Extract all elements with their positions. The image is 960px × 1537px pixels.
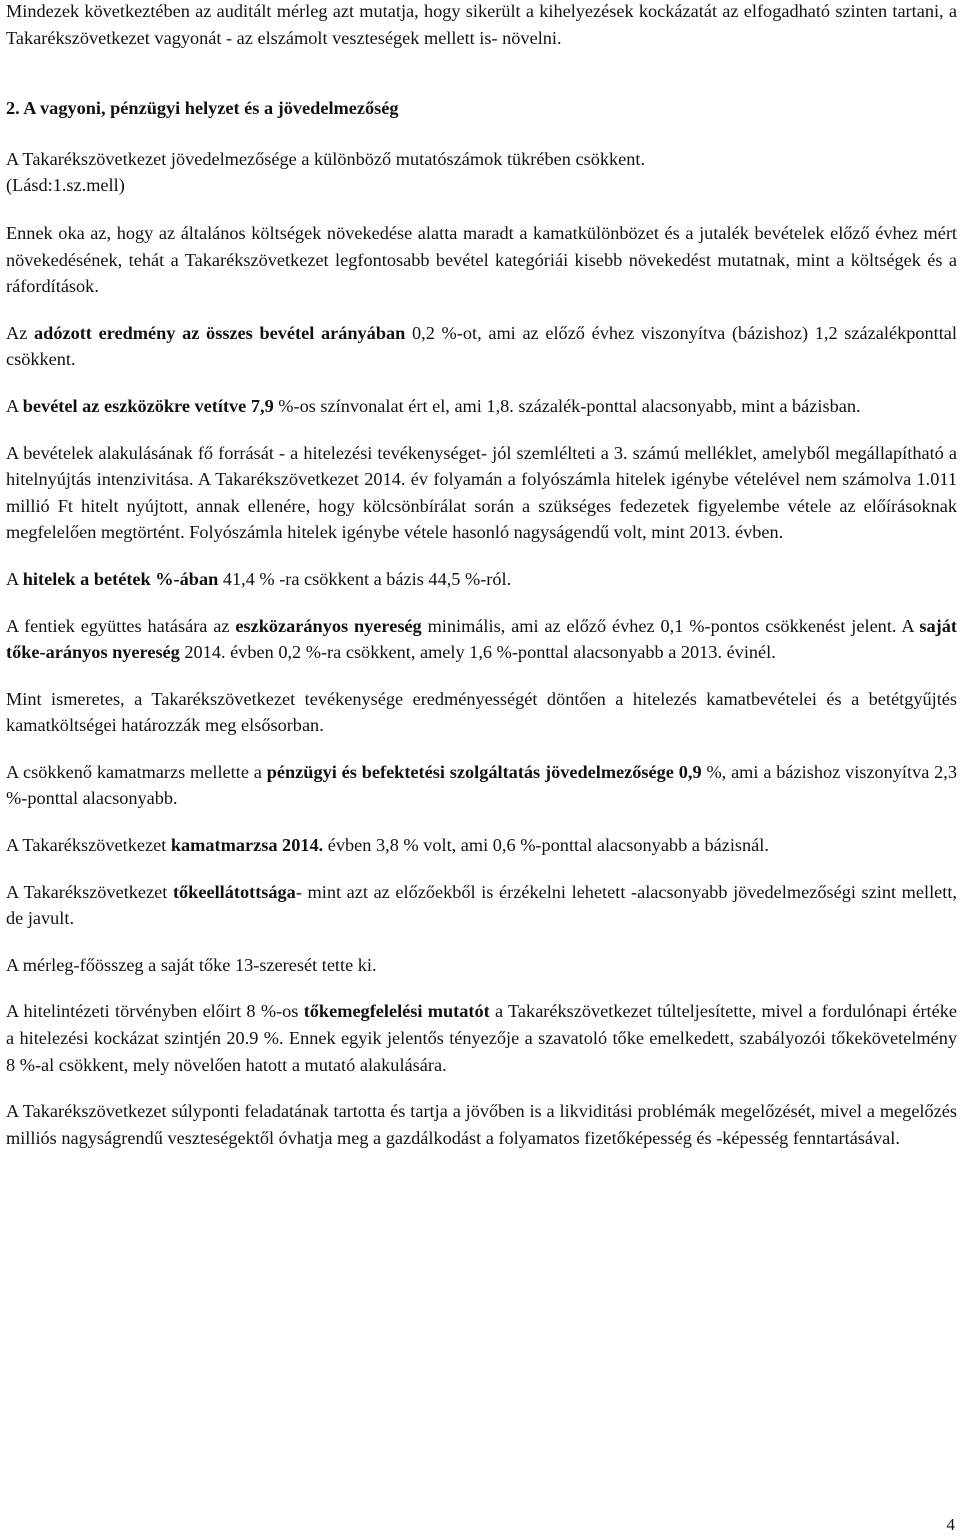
liquidity-paragraph: A Takarékszövetkezet súlyponti feladatának tartotta és tartja a jövőben is a likviditási problémák megelőzését, mivel a megelőzés milliós nagyságrendű veszteségektől óvhatja meg a gazdálkodást a folyamatos fizetőképesség és -képesség fenntartásával. xyxy=(6,1101,957,1148)
text-run: A csökkenő kamatmarzs mellette a xyxy=(6,761,267,782)
emphasis-run: adózott eredmény az összes bevétel arányában xyxy=(34,322,406,343)
emphasis-run: tőkeellátottsága xyxy=(172,881,296,902)
return-ratios-paragraph xyxy=(6,613,957,666)
text-run: - mint azt az előzőekből is érzékelni lehetett -alacsonyabb jövedelmezőségi szint mellett, de javult. xyxy=(6,881,957,929)
text-run: évben 3,8 % volt, ami 0,6 %-ponttal alacsonyabb a bázisnál. xyxy=(323,835,769,856)
after-tax-result-paragraph xyxy=(6,320,957,373)
text-run: 41,4 % -ra csökkent a bázis 44,5 %-ról. xyxy=(218,568,512,589)
emphasis-run: eszközarányos nyereség xyxy=(235,615,422,636)
text-run: A hitelintézeti törvényben előirt 8 %-os xyxy=(6,1001,304,1022)
emphasis-run: kamatmarzsa 2014. xyxy=(170,835,324,856)
profitability-summary-text: A Takarékszövetkezet jövedelmezősége a különböző mutatószámok tükrében csökkent. xyxy=(6,148,646,169)
intro-paragraph: Mindezek következtében az auditált mérleg azt mutatja, hogy sikerült a kihelyezések kockázatát az elfogadható szinten tartani, a Takarékszövetkezet vagyonát - az elszámolt veszteségek mellett is- növelni. xyxy=(6,1,957,48)
page-number: 4 xyxy=(946,1515,955,1534)
text-run: 2014. évben 0,2 %-ra csökkent, amely 1,6 %-ponttal alacsonyabb a 2013. évinél. xyxy=(179,642,776,663)
document-page xyxy=(6,0,957,1151)
financial-services-paragraph xyxy=(6,759,957,812)
emphasis-run: tőkemegfelelési mutatót xyxy=(303,1001,490,1022)
revenue-on-assets-paragraph xyxy=(6,393,957,420)
profitability-summary-paragraph xyxy=(6,146,957,199)
emphasis-run: bevétel az eszközökre vetítve 7,9 xyxy=(22,395,274,416)
text-run: A fentiek együttes hatására az xyxy=(6,615,236,636)
emphasis-run: pénzügyi és befektetési szolgáltatás jövedelmezősége 0,9 xyxy=(266,761,702,782)
text-run: A xyxy=(6,395,23,416)
emphasis-run: saját tőke-arányos nyereség xyxy=(6,615,957,663)
text-run: %-os színvonalat ért el, ami 1,8. százalék-ponttal alacsonyabb, mint a bázisban. xyxy=(273,395,861,416)
text-run: A Takarékszövetkezet xyxy=(6,881,173,902)
text-run: A xyxy=(6,568,23,589)
appendix-reference: (Lásd:1.sz.mell) xyxy=(6,175,125,196)
text-run: A Takarékszövetkezet xyxy=(6,835,171,856)
text-run: Az xyxy=(6,322,35,343)
text-run: a Takarékszövetkezet túlteljesítette, mivel a fordulónapi értéke a hitelezési kockázat szintjén 20.9 %. Ennek egyik jelentős tényezője a szavatoló tőke emelkedett, szabályozói tőkekövetelmény 8 %-al csökkent, mely növelően hatott a mutató alakulására. xyxy=(6,1001,957,1075)
text-run: 0,2 %-ot, ami az előző évhez viszonyítva (bázishoz) 1,2 százalékponttal csökkent. xyxy=(6,322,957,370)
cost-growth-paragraph: Ennek oka az, hogy az általános költségek növekedése alatta maradt a kamatkülönbözet és a jutalék bevételek előző évhez mért növekedésének, tehát a Takarékszövetkezet legfontosabb bevétel kategóriái kisebb növekedést mutatnak, mint a költségek és a ráfordítások. xyxy=(6,222,957,297)
text-run: minimális, ami az előző évhez 0,1 %-pontos csökkenést jelent. A xyxy=(421,615,920,636)
capitalization-paragraph xyxy=(6,879,957,932)
lending-activity-paragraph: A bevételek alakulásának fő forrását - a hitelezési tevékenységet- jól szemlélteti a 3. számú melléklet, amelyből megállapítható a hitelnyújtás intenzivitása. A Takarékszövetkezet 2014. év folyamán a folyószámla hitelek igénybe vételével nem számolva 1.011 millió Ft hitelt nyújtott, annak ellenére, hogy kölcsönbírálat során a szükséges fedezetek figyelembe vétele az előírásoknak megfelelően megtörtént. Folyószámla hitelek igénybe vétele hasonló nagyságendű volt, mint 2013. évben. xyxy=(6,442,957,543)
section-heading: 2. A vagyoni, pénzügyi helyzet és a jövedelmezőség xyxy=(6,98,399,119)
interest-income-paragraph: Mint ismeretes, a Takarékszövetkezet tevékenysége eredményességét döntően a hitelezés kamatbevételei és a betétgyűjtés kamatköltségei határozzák meg elsősorban. xyxy=(6,688,957,736)
loans-to-deposits-paragraph xyxy=(6,566,957,593)
balance-sheet-total-paragraph: A mérleg-főösszeg a saját tőke 13-szeresét tette ki. xyxy=(6,954,377,975)
interest-margin-paragraph xyxy=(6,832,957,859)
emphasis-run: hitelek a betétek %-ában xyxy=(22,568,219,589)
capital-adequacy-paragraph xyxy=(6,998,957,1078)
text-run: %, ami a bázishoz viszonyítva 2,3 %-ponttal alacsonyabb. xyxy=(6,761,958,809)
